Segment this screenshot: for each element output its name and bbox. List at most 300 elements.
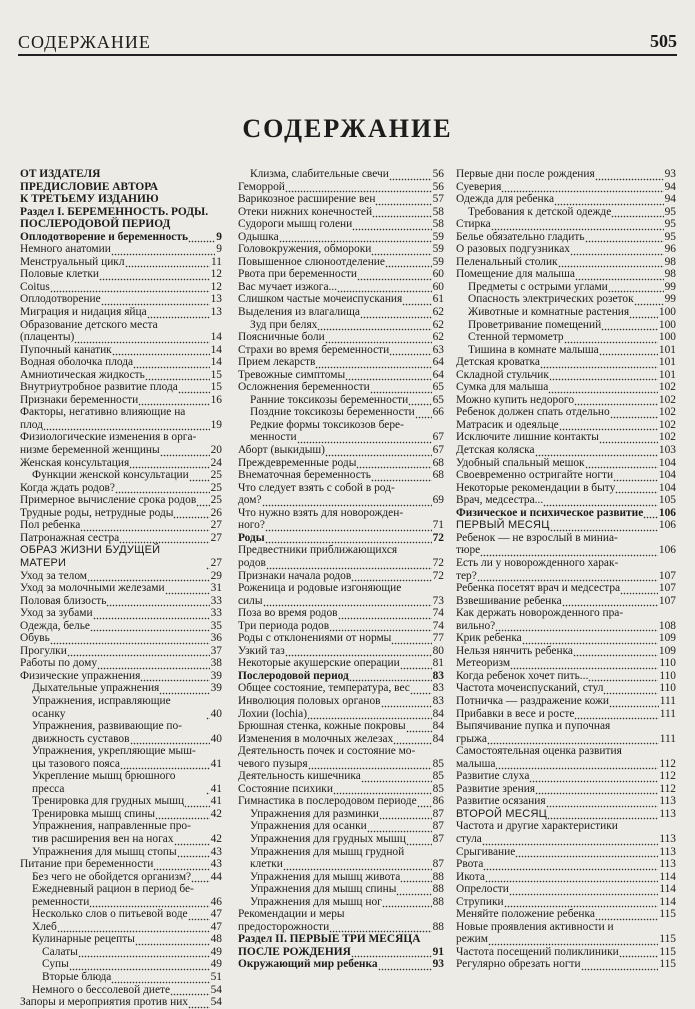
toc-entry	[456, 356, 676, 369]
toc-entry-title: Три периода родов	[238, 619, 330, 632]
toc-entry-title: Требования к детской одежде	[468, 205, 612, 218]
dot-leader	[575, 269, 664, 281]
toc-entry	[20, 356, 222, 369]
toc-entry	[20, 218, 222, 231]
dot-leader	[173, 507, 209, 519]
toc-entry	[238, 544, 444, 557]
dot-leader	[595, 169, 664, 181]
dot-leader	[78, 946, 210, 958]
toc-page-number: 14	[210, 356, 222, 369]
toc-entry	[238, 243, 444, 256]
toc-page-number: 107	[658, 594, 676, 607]
toc-page-number: 66	[432, 406, 444, 419]
dot-leader	[115, 482, 210, 494]
toc-entry-title: малыша	[456, 757, 496, 770]
dot-leader	[153, 859, 209, 871]
toc-entry	[20, 933, 222, 946]
toc-page-number: 111	[659, 732, 676, 745]
toc-entry	[20, 256, 222, 269]
toc-entry-title: Брюшная стенка, кожные покровы	[238, 720, 406, 733]
dot-leader	[570, 244, 664, 256]
toc-entry-title: Примерное вычисление срока родов	[20, 494, 197, 507]
toc-page-number: 87	[432, 807, 444, 820]
dot-leader	[483, 859, 658, 871]
toc-entry	[20, 381, 222, 394]
toc-entry-title: Деятельность кишечника	[238, 770, 361, 783]
dot-leader	[74, 332, 209, 344]
toc-entry-title: ОБРАЗ ЖИЗНИ БУДУЩЕЙ МАТЕРИ	[20, 544, 161, 569]
toc-entry-title: Раздел I. БЕРЕМЕННОСТЬ. РОДЫ.	[20, 205, 209, 218]
dot-leader	[125, 256, 211, 268]
toc-entry	[238, 921, 444, 934]
toc-entry-title: Кулинарные рецепты	[32, 933, 135, 946]
toc-entry	[20, 532, 222, 545]
dot-leader	[265, 520, 432, 532]
toc-entry-title: Половая близость	[20, 594, 107, 607]
toc-entry	[456, 795, 676, 808]
toc-entry-title: Что нужно взять для новорожден-	[238, 506, 404, 519]
toc-entry-title: предосторожности	[238, 920, 330, 933]
toc-entry-title: Изменения в молочных железах	[238, 732, 394, 745]
toc-entry	[238, 808, 444, 821]
toc-entry-title: Тренировка мышц спины	[32, 807, 156, 820]
toc-entry	[456, 820, 676, 833]
toc-entry-title: Несколько слов о питьевой воде	[32, 908, 188, 921]
toc-entry-title: ПОСЛЕ РОЖДЕНИЯ	[238, 945, 351, 958]
dot-leader	[391, 633, 431, 645]
toc-entry-title: Ежедневный рацион в период бе-	[32, 883, 194, 896]
toc-entry	[238, 783, 444, 796]
toc-entry	[238, 444, 444, 457]
dot-leader	[349, 670, 432, 682]
dot-leader	[615, 482, 658, 494]
toc-page-number: 57	[432, 193, 444, 206]
toc-page-number: 60	[432, 280, 444, 293]
toc-entry-title: Самостоятельная оценка развития	[456, 745, 622, 758]
toc-page-number: 93	[664, 168, 676, 180]
toc-entry	[20, 444, 222, 457]
dot-leader	[603, 683, 658, 695]
toc-entry-title: Физиологические изменения в орга-	[20, 431, 197, 444]
toc-page-number: 87	[432, 832, 444, 845]
toc-page-number: 104	[658, 481, 676, 494]
toc-entry-title: Уход за молочными железами	[20, 582, 165, 595]
toc-page-number: 43	[210, 845, 222, 858]
toc-page-number: 24	[210, 456, 222, 469]
toc-entry	[20, 996, 222, 1009]
dot-leader	[634, 294, 664, 306]
toc-entry	[238, 871, 444, 884]
toc-entry-title: Метеоризм	[456, 657, 511, 670]
toc-entry	[20, 908, 222, 921]
dot-leader	[106, 595, 209, 607]
toc-entry	[20, 645, 222, 658]
toc-entry-title: Узкий таз	[238, 644, 285, 657]
toc-page-number: 44	[210, 870, 222, 883]
toc-entry	[20, 620, 222, 633]
dot-leader	[501, 181, 663, 193]
toc-page-number: 115	[659, 908, 676, 921]
toc-entry	[238, 570, 444, 583]
toc-page-number: 62	[432, 318, 444, 331]
dot-leader	[155, 808, 210, 820]
toc-page-number: 100	[658, 331, 676, 344]
dot-leader	[50, 633, 210, 645]
toc-entry-title: Преждевременные роды	[238, 456, 357, 469]
toc-entry-title: силы	[238, 594, 263, 607]
toc-entry-title: Животные и комнатные растения	[468, 306, 630, 319]
toc-entry-title: Обувь	[20, 632, 50, 645]
toc-page-number: 98	[664, 268, 676, 281]
toc-entry	[20, 883, 222, 896]
toc-page-number: 62	[432, 306, 444, 319]
toc-page-number: 9	[216, 243, 222, 256]
running-header-title: СОДЕРЖАНИЕ	[18, 32, 151, 52]
toc-entry-title: Развитие осязания	[456, 795, 546, 808]
toc-page-number: 94	[664, 180, 676, 193]
toc-entry-title: Гимнастика в послеродовом периоде	[238, 795, 417, 808]
dot-leader	[548, 382, 658, 394]
toc-page-number: 20	[210, 444, 222, 457]
toc-entry	[238, 206, 444, 219]
toc-entry-title: Супы	[42, 958, 69, 971]
toc-entry	[456, 695, 676, 708]
toc-entry	[238, 319, 444, 332]
toc-page-number: 74	[432, 619, 444, 632]
dot-leader	[111, 244, 215, 256]
toc-entry-title: клетки	[250, 858, 283, 871]
toc-page-number: 29	[210, 569, 222, 582]
toc-entry-title: Икота	[456, 870, 485, 883]
toc-entry	[20, 632, 222, 645]
toc-entry-title: Инволюция половых органов	[238, 694, 381, 707]
dot-leader	[535, 783, 658, 795]
dot-leader	[351, 946, 432, 958]
toc-entry-title: Упражнения для мышц грудной	[250, 845, 405, 858]
toc-entry	[20, 971, 222, 984]
toc-entry-title: Немного о бессолевой диете	[32, 983, 171, 996]
toc-entry-title: Выделения из влагалища	[238, 306, 360, 319]
toc-entry	[456, 958, 676, 971]
dot-leader	[297, 432, 432, 444]
toc-entry-title: дом?	[238, 494, 262, 507]
toc-page-number: 25	[210, 481, 222, 494]
toc-page-number: 25	[210, 469, 222, 482]
toc-page-number: 108	[658, 619, 676, 632]
dot-leader	[160, 445, 210, 457]
toc-entry	[456, 770, 676, 783]
toc-entry	[456, 218, 676, 231]
toc-entry	[20, 820, 222, 833]
toc-page-number: 115	[659, 945, 676, 958]
toc-entry-title: Потничка — раздражение кожи	[456, 694, 609, 707]
toc-entry	[20, 319, 222, 332]
toc-page-number: 87	[432, 820, 444, 833]
toc-entry-title: Как держать новорожденного пра-	[456, 607, 624, 620]
toc-page-number: 38	[210, 657, 222, 670]
toc-entry	[20, 369, 222, 382]
toc-page-number: 91	[432, 945, 444, 958]
dot-leader	[325, 445, 432, 457]
toc-entry	[20, 344, 222, 357]
toc-page-number: 85	[432, 770, 444, 783]
toc-entry-title: Роды с отклонениями от нормы	[238, 632, 392, 645]
toc-entry	[456, 607, 676, 620]
toc-entry	[238, 293, 444, 306]
toc-entry	[456, 469, 676, 482]
toc-entry-title: Взвешивание ребенка	[456, 594, 562, 607]
toc-page-number: 39	[210, 669, 222, 682]
toc-entry-title: Прием лекарств	[238, 356, 316, 369]
toc-page-number: 27	[210, 556, 222, 569]
dot-leader	[480, 545, 658, 557]
toc-page-number: 58	[432, 218, 444, 231]
toc-entry	[238, 908, 444, 921]
toc-entry-title: Помещение для малыша	[456, 268, 575, 281]
toc-page-number: 11	[211, 255, 222, 268]
dot-leader	[611, 206, 663, 218]
toc-entry	[20, 406, 222, 419]
dot-leader	[178, 382, 210, 394]
dot-leader	[562, 595, 658, 607]
toc-entry	[238, 946, 444, 959]
toc-page-number: 46	[210, 895, 222, 908]
toc-page-number: 111	[659, 694, 676, 707]
toc-entry-title: Водная оболочка плода	[20, 356, 134, 369]
dot-leader	[400, 658, 432, 670]
toc-entry	[456, 444, 676, 457]
toc-entry	[456, 620, 676, 633]
toc-page-number: 54	[210, 983, 222, 996]
toc-entry	[20, 808, 222, 821]
toc-entry	[456, 431, 676, 444]
dot-leader	[361, 771, 432, 783]
toc-entry-title: Упражнения для мышц ног	[250, 895, 382, 908]
toc-entry-title: Развитие слуха	[456, 770, 530, 783]
dot-leader	[402, 294, 431, 306]
toc-entry	[20, 720, 222, 733]
toc-page-number: 33	[210, 607, 222, 620]
toc-entry	[238, 682, 444, 695]
dot-leader	[487, 733, 659, 745]
toc-entry-title: Аборт (выкидыш)	[238, 444, 325, 457]
toc-entry	[238, 595, 444, 608]
dot-leader	[564, 332, 658, 344]
dot-leader	[50, 281, 210, 293]
dot-leader	[159, 683, 209, 695]
dot-leader	[491, 219, 664, 231]
toc-entry	[238, 820, 444, 833]
toc-entry-title: Детская коляска	[456, 444, 535, 457]
toc-page-number: 110	[659, 657, 676, 670]
toc-page-number: 114	[659, 883, 676, 896]
toc-page-number: 81	[432, 657, 444, 670]
dot-leader	[389, 344, 431, 356]
toc-page-number: 111	[659, 707, 676, 720]
toc-entry	[238, 708, 444, 721]
toc-entry-title: ОТ ИЗДАТЕЛЯ	[20, 168, 101, 180]
dot-leader	[379, 808, 432, 820]
toc-entry-title: Тревожные симптомы	[238, 368, 346, 381]
toc-page-number: 85	[432, 782, 444, 795]
dot-leader	[147, 307, 210, 319]
dot-leader	[485, 871, 658, 883]
toc-entry-title: Лохии (lochia)	[238, 707, 308, 720]
toc-entry-title: Выпячивание пупка и пупочная	[456, 720, 611, 733]
toc-entry	[456, 846, 676, 859]
toc-entry-title: Послеродовой период	[238, 669, 349, 682]
toc-entry	[238, 896, 444, 909]
toc-column-1	[20, 168, 222, 1009]
toc-entry-title: ПРЕДИСЛОВИЕ АВТОРА	[20, 180, 159, 193]
toc-entry	[456, 582, 676, 595]
toc-page-number: 83	[432, 669, 444, 682]
dot-leader	[372, 206, 432, 218]
toc-entry-title: тюре	[456, 544, 481, 557]
toc-entry	[20, 394, 222, 407]
dot-leader	[543, 495, 658, 507]
toc-entry	[20, 795, 222, 808]
toc-entry	[238, 331, 444, 344]
dot-leader	[367, 821, 432, 833]
toc-entry-title: О разовых подгузниках	[456, 243, 570, 256]
toc-entry-title: Внематочная беременность	[238, 469, 371, 482]
dot-leader	[101, 294, 210, 306]
toc-entry-title: Когда ребенок хочет пить...	[456, 669, 589, 682]
dot-leader	[610, 407, 658, 419]
toc-entry	[456, 896, 676, 909]
toc-entry-title: Осложнения беременности	[238, 381, 370, 394]
toc-entry	[20, 846, 222, 859]
toc-page-number: 16	[210, 393, 222, 406]
toc-entry-title: Вас мучает изжога...	[238, 280, 338, 293]
toc-page-number: 113	[659, 795, 676, 808]
toc-entry	[20, 670, 222, 683]
dot-leader	[266, 558, 432, 570]
toc-page-number: 107	[658, 582, 676, 595]
toc-page-number: 98	[664, 255, 676, 268]
dot-leader	[356, 457, 431, 469]
toc-entry-title: Амниотическая жидкость	[20, 368, 145, 381]
toc-page-number: 59	[432, 230, 444, 243]
toc-entry	[238, 883, 444, 896]
toc-page-number: 68	[432, 456, 444, 469]
toc-entry	[238, 482, 444, 495]
dot-leader	[385, 256, 432, 268]
toc-entry	[238, 281, 444, 294]
toc-entry	[456, 682, 676, 695]
toc-page-number: 36	[210, 632, 222, 645]
dot-leader	[307, 708, 432, 720]
toc-entry	[456, 181, 676, 194]
toc-page-number: 86	[432, 795, 444, 808]
toc-entry-title: Пол ребенка	[20, 519, 81, 532]
toc-entry	[20, 306, 222, 319]
dot-leader	[595, 909, 658, 921]
toc-entry-title: плод	[20, 418, 43, 431]
toc-page-number: 42	[210, 832, 222, 845]
dot-leader	[509, 884, 658, 896]
dot-leader	[609, 696, 659, 708]
toc-page-number: 26	[210, 506, 222, 519]
toc-entry-title: Матрасик и одеяльце	[456, 418, 559, 431]
dot-leader	[145, 369, 210, 381]
toc-entry-title: Крик ребенка	[456, 632, 522, 645]
dot-leader	[588, 670, 658, 682]
toc-entry	[456, 871, 676, 884]
toc-entry	[20, 268, 222, 281]
toc-entry	[238, 181, 444, 194]
toc-entry-title: Врач, медсестра...	[456, 494, 544, 507]
toc-entry	[238, 519, 444, 532]
toc-entry-title: Одежда, белье	[20, 619, 90, 632]
toc-entry-title: Общее состояние, температура, вес	[238, 682, 410, 695]
toc-page-number: 101	[658, 343, 676, 356]
toc-page-number: 73	[432, 594, 444, 607]
dot-leader	[174, 834, 210, 846]
toc-page-number: 83	[432, 694, 444, 707]
toc-entry-title: Без чего не обойдется организм?	[32, 870, 192, 883]
toc-page-number: 67	[432, 431, 444, 444]
toc-entry	[238, 256, 444, 269]
toc-entry-title: чевого пузыря	[238, 757, 308, 770]
toc-entry	[238, 657, 444, 670]
dot-leader	[396, 884, 431, 896]
toc-entry-title: Повышенное слюноотделение	[238, 255, 385, 268]
dot-leader	[189, 470, 210, 482]
dot-leader	[417, 796, 432, 808]
dot-leader	[315, 357, 431, 369]
toc-entry	[20, 896, 222, 909]
dot-leader	[406, 721, 432, 733]
toc-entry-title: Ранние токсикозы беременности	[250, 393, 409, 406]
dot-leader	[371, 470, 432, 482]
toc-page-number: 113	[659, 807, 676, 820]
toc-entry	[456, 946, 676, 959]
toc-entry-title: Трудные роды, нетрудные роды	[20, 506, 174, 519]
dot-leader	[325, 332, 432, 344]
toc-entry-title: Когда ждать родов?	[20, 481, 115, 494]
toc-entry-title: Образование детского места	[20, 318, 158, 331]
toc-page-number: 27	[210, 519, 222, 532]
dot-leader	[510, 658, 658, 670]
toc-entry-title: Срыгивание	[456, 845, 516, 858]
toc-entry	[238, 457, 444, 470]
toc-page-number: 74	[432, 607, 444, 620]
toc-entry-title: Удобный спальный мешок	[456, 456, 585, 469]
toc-entry	[456, 231, 676, 244]
toc-page-number: 114	[659, 870, 676, 883]
toc-entry-title: Внутриутробное развитие плода	[20, 381, 178, 394]
toc-entry-title: Тренировка для грудных мышц	[32, 795, 185, 808]
toc-page-number: 48	[210, 933, 222, 946]
toc-entry	[20, 958, 222, 971]
toc-entry	[238, 720, 444, 733]
toc-page-number: 19	[210, 418, 222, 431]
toc-page-number: 47	[210, 908, 222, 921]
dot-leader	[608, 281, 664, 293]
toc-entry	[238, 406, 444, 419]
toc-entry-title: Дыхательные упражнения	[32, 682, 160, 695]
toc-page-number: 85	[432, 757, 444, 770]
toc-column-3	[456, 168, 676, 971]
toc-page-number: 12	[210, 268, 222, 281]
toc-column-2	[238, 168, 444, 971]
toc-entry-title: Проветривание помещений	[468, 318, 602, 331]
toc-entry	[456, 281, 676, 294]
toc-entry	[20, 181, 222, 194]
dot-leader	[613, 470, 658, 482]
